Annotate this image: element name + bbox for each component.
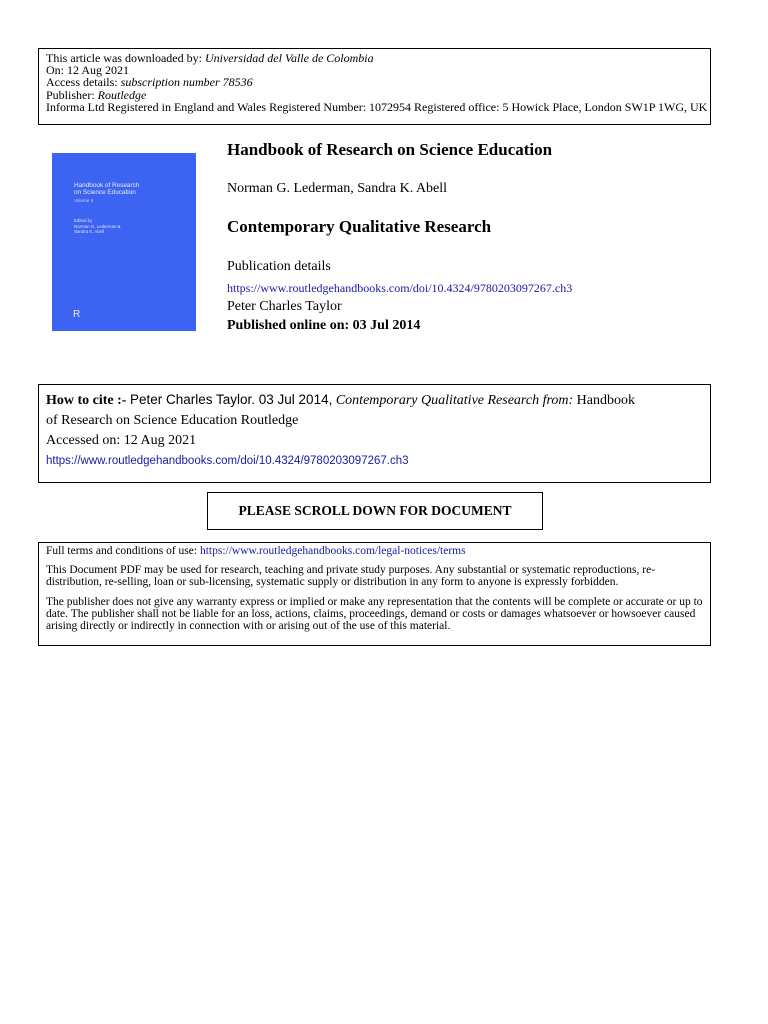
cover-editors: [74, 218, 121, 235]
cite-accessed: Accessed on: 12 Aug 2021: [46, 433, 197, 448]
access-details-label: Access details:: [46, 75, 118, 90]
how-to-cite-box: [38, 384, 711, 483]
cite-line-1: [46, 390, 710, 411]
publisher-line: [46, 89, 704, 101]
cite-link-container: [46, 452, 710, 470]
publisher-value: Routledge: [97, 87, 147, 102]
cover-title: [74, 182, 184, 197]
registration-line: Informa Ltd Registered in England and Wales Registered Number: 1072954 Registered office: 5 Howick Place, London SW1P 1WG, UK: [46, 99, 708, 114]
full-terms-line: [46, 545, 704, 557]
download-date-value: 12 Aug 2021: [67, 63, 130, 78]
cover-editor2: Sandra K. Abell: [74, 229, 105, 235]
download-info-box: [38, 48, 711, 125]
terms-paragraph-2: The publisher does not give any warranty express or implied or make any representation that the contents will be complete or accurate or up to date. The publisher shall not be liable for an loss, actions, claims, proceedings, demand or costs or damages whatsoever or howsoever caused arising directly or indirectly in connection with or arising out of the use of this material.: [46, 595, 703, 633]
cover-title-line1: Handbook of Research: [74, 182, 140, 189]
cite-chapter-from: Contemporary Qualitative Research from:: [335, 393, 574, 408]
book-authors: Norman G. Lederman, Sandra K. Abell: [227, 181, 448, 196]
cite-link[interactable]: https://www.routledgehandbooks.com/doi/10.4324/9780203097267.ch3: [46, 455, 409, 467]
book-title: Handbook of Research on Science Education: [227, 140, 553, 159]
doi-link[interactable]: https://www.routledgehandbooks.com/doi/10.4324/9780203097267.ch3: [227, 281, 573, 295]
doi-link-container: [227, 281, 572, 296]
chapter-author: Peter Charles Taylor: [227, 299, 342, 314]
access-details-value: subscription number 78536: [120, 75, 253, 90]
cover-title-line2: on Science Education: [74, 189, 136, 197]
terms-link[interactable]: https://www.routledgehandbooks.com/legal-notices/terms: [199, 545, 466, 557]
cite-author-date: Peter Charles Taylor. 03 Jul 2014,: [129, 392, 333, 407]
download-date-label: On:: [46, 63, 64, 78]
cite-label: How to cite :-: [46, 393, 127, 408]
publisher-label: Publisher:: [46, 87, 95, 102]
cover-volume: Volume II: [74, 198, 94, 203]
routledge-logo-icon: R: [73, 309, 81, 320]
cover-editor1: Norman G. Lederman &: [74, 223, 121, 229]
cover-edited-by: Edited by: [74, 218, 93, 223]
book-cover-image: [52, 153, 196, 331]
full-terms-label: Full terms and conditions of use:: [46, 545, 198, 557]
scroll-down-notice: PLEASE SCROLL DOWN FOR DOCUMENT: [207, 492, 543, 530]
terms-box: [38, 542, 711, 646]
downloaded-by-line: [46, 52, 704, 64]
publication-details-label: Publication details: [227, 259, 331, 274]
chapter-title: Contemporary Qualitative Research: [227, 217, 492, 236]
cite-line-2: of Research on Science Education Routledge: [46, 413, 299, 428]
downloaded-by-value: Universidad del Valle de Colombia: [204, 51, 374, 65]
cite-handbook-word: Handbook: [576, 393, 635, 408]
published-online-date: Published online on: 03 Jul 2014: [227, 318, 421, 333]
terms-paragraph-1: This Document PDF may be used for research, teaching and private study purposes. Any substantial or systematic reproductions, re-distribution, re-selling, loan or sub-licensing, systematic supply or distribution in any form to anyone is expressly forbidden.: [46, 564, 656, 589]
downloaded-by-label: This article was downloaded by:: [46, 51, 202, 65]
